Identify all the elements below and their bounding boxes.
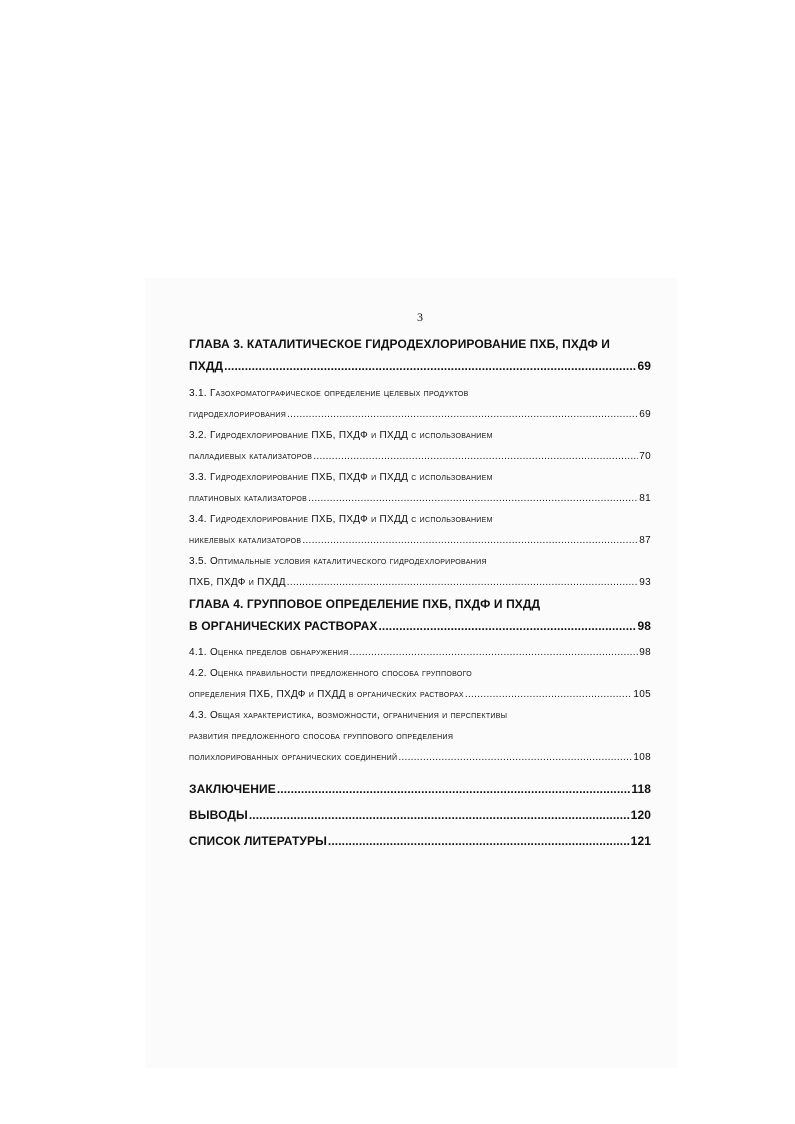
leader-dots	[249, 802, 630, 828]
toc-entry-title: ГЛАВА 4. ГРУППОВОЕ ОПРЕДЕЛЕНИЕ ПХБ, ПХДФ И ПХДД	[189, 597, 541, 611]
leader-dots	[350, 642, 639, 663]
toc-entry-title-cont: ПХДД	[189, 359, 224, 373]
toc-entry-title: 4.3. Общая характеристика, возможности, ограничения и перспективы	[189, 710, 508, 721]
toc-entry-title: СПИСОК ЛИТЕРАТУРЫ	[189, 834, 327, 848]
toc-page-number: 118	[631, 782, 651, 796]
leader-dots	[277, 776, 630, 802]
leader-dots	[287, 572, 638, 593]
toc-entry-title: 3.4. Гидродехлорирование ПХБ, ПХДФ и ПХДД с использованием	[189, 514, 493, 525]
toc-section-3-1[interactable]	[189, 383, 651, 425]
leader-dots	[287, 404, 638, 425]
toc-entry-title: 3.5. Оптимальные условия каталитического гидродехлорирования	[189, 556, 487, 567]
toc-entry-title: 3.2. Гидродехлорирование ПХБ, ПХДФ и ПХДД с использованием	[189, 430, 493, 441]
leader-dots	[328, 828, 630, 854]
leader-dots	[398, 747, 632, 768]
leader-dots	[308, 488, 638, 509]
leader-dots	[313, 446, 638, 467]
toc-entry-title-cont: платиновых катализаторов	[189, 493, 308, 504]
toc-entry-title: ВЫВОДЫ	[189, 808, 248, 822]
toc-chapter-3[interactable]	[189, 333, 651, 377]
table-of-contents	[189, 333, 651, 854]
toc-section-4-1[interactable]	[189, 642, 651, 663]
toc-page-number: 69	[637, 359, 651, 373]
toc-section-3-4[interactable]	[189, 509, 651, 551]
toc-conclusion[interactable]	[189, 776, 651, 802]
toc-page-number: 70	[639, 451, 651, 462]
toc-entry-title-cont: палладиевых катализаторов	[189, 451, 313, 462]
toc-entry-title: 3.3. Гидродехлорирование ПХБ, ПХДФ и ПХДД с использованием	[189, 472, 493, 483]
page-number: 3	[417, 310, 423, 324]
toc-section-3-3[interactable]	[189, 467, 651, 509]
toc-entry-title-cont: никелевых катализаторов	[189, 535, 302, 546]
leader-dots	[302, 530, 638, 551]
toc-entry-title-cont: ПХБ, ПХДФ и ПХДД	[189, 577, 286, 588]
leader-dots	[224, 355, 636, 377]
toc-entry-title-cont: развития предложенного способа группового определения	[189, 731, 454, 742]
toc-page-number: 98	[637, 619, 651, 633]
toc-page-number: 121	[630, 834, 651, 848]
toc-page-number: 81	[639, 493, 651, 504]
toc-entry-title-cont: полихлорированных органических соединений	[189, 752, 398, 763]
toc-section-4-3[interactable]	[189, 705, 651, 768]
leader-dots	[465, 684, 633, 705]
toc-entry-title: 4.2. Оценка правильности предложенного способа группового	[189, 668, 473, 679]
toc-findings[interactable]	[189, 802, 651, 828]
toc-section-3-5[interactable]	[189, 551, 651, 593]
toc-section-3-2[interactable]	[189, 425, 651, 467]
toc-entry-title: ЗАКЛЮЧЕНИЕ	[189, 782, 276, 796]
toc-chapter-4[interactable]	[189, 593, 651, 637]
toc-page-number: 98	[639, 647, 651, 658]
toc-entry-title-cont: В ОРГАНИЧЕСКИХ РАСТВОРАХ	[189, 619, 378, 633]
toc-page-number: 120	[630, 808, 651, 822]
toc-page-number: 69	[639, 409, 651, 420]
toc-entry-title: 4.1. Оценка пределов обнаружения	[189, 647, 349, 658]
toc-page-number: 105	[633, 689, 651, 700]
toc-references[interactable]	[189, 828, 651, 854]
toc-entry-title-cont: гидродехлорирования	[189, 409, 287, 420]
toc-entry-title: ГЛАВА 3. КАТАЛИТИЧЕСКОЕ ГИДРОДЕХЛОРИРОВАНИЕ ПХБ, ПХДФ И	[189, 337, 610, 351]
toc-entry-title: 3.1. Газохроматографическое определение целевых продуктов	[189, 388, 469, 399]
toc-section-4-2[interactable]	[189, 663, 651, 705]
toc-page-number: 93	[639, 577, 651, 588]
toc-page-number: 87	[639, 535, 651, 546]
leader-dots	[378, 615, 636, 637]
toc-entry-title-cont: определения ПХБ, ПХДФ и ПХДД в органических растворах	[189, 689, 464, 700]
toc-page-number: 108	[633, 752, 651, 763]
